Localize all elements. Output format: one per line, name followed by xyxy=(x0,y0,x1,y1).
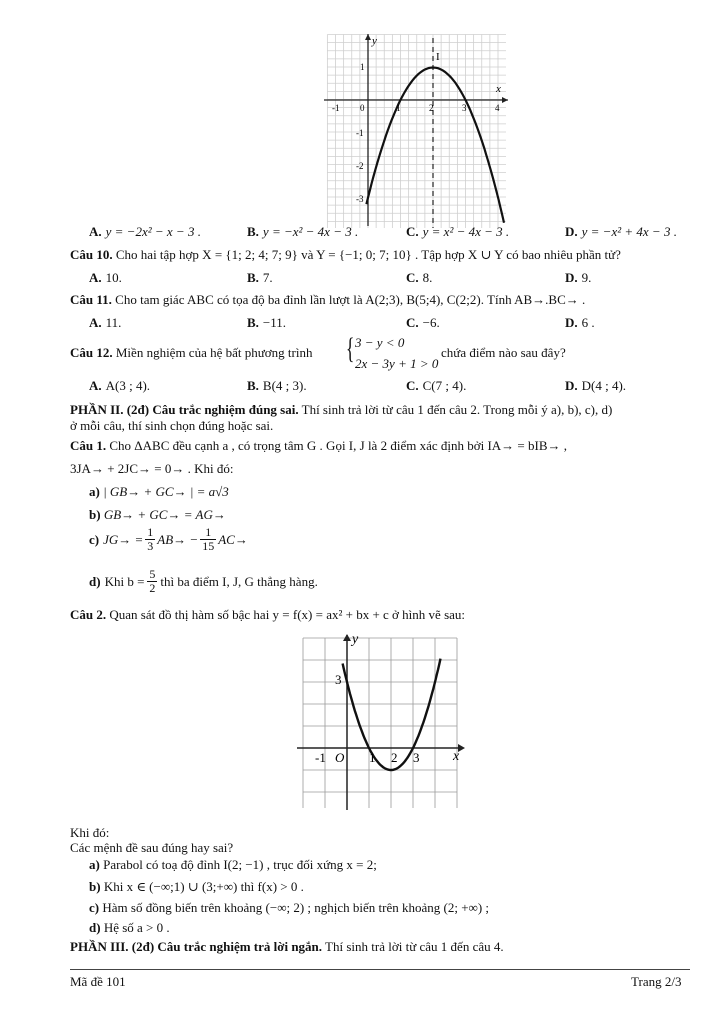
item-label: c) xyxy=(89,900,100,915)
p2q2-item-d[interactable] xyxy=(89,920,170,936)
option-label: D. xyxy=(565,378,578,393)
question-label: Câu 12. xyxy=(70,345,113,360)
q10-option-c[interactable] xyxy=(406,270,432,286)
graph2-y-tick: 3 xyxy=(335,672,342,687)
question-text: Cho tam giác ABC có tọa độ ba đỉnh lần lượt là A(2;3), B(5;4), C(2;2). Tính AB→.BC→ . xyxy=(115,292,586,307)
q11-option-d[interactable] xyxy=(565,315,595,331)
option-text: 9. xyxy=(581,270,592,285)
option-text: y = −x² − 4x − 3 . xyxy=(262,224,359,239)
q9-option-c[interactable] xyxy=(406,224,509,240)
item-text: thì ba điểm I, J, G thẳng hàng. xyxy=(160,573,318,589)
option-text: y = −x² + 4x − 3 . xyxy=(581,224,677,239)
q9-option-a[interactable] xyxy=(89,224,201,240)
q10-option-b[interactable] xyxy=(247,270,273,286)
footer-page-number: Trang 2/3 xyxy=(631,974,682,989)
p2q1-item-b[interactable] xyxy=(89,507,226,523)
q9-option-b[interactable] xyxy=(247,224,358,240)
option-label: D. xyxy=(565,224,578,239)
graph1-tick: -3 xyxy=(356,194,364,204)
item-label: c) xyxy=(89,531,100,547)
graph2-x-tick: -1 xyxy=(315,750,326,765)
graph1-tick: -1 xyxy=(332,103,340,113)
part3-heading: PHẦN III. (2đ) Câu trắc nghiệm trả lời ngắn. xyxy=(70,939,323,954)
option-label: A. xyxy=(89,378,102,393)
graph2-origin: O xyxy=(335,750,345,765)
q12-system-line1: 3 − y < 0 xyxy=(355,335,405,350)
item-label: b) xyxy=(89,507,101,522)
option-text: 11. xyxy=(105,315,122,330)
option-text: 7. xyxy=(262,270,273,285)
item-label: a) xyxy=(89,484,100,499)
item-text: Khi x ∈ (−∞;1) ∪ (3;+∞) thì f(x) > 0 . xyxy=(103,879,304,894)
q12-system-line2: 2x − 3y + 1 > 0 xyxy=(355,356,439,371)
q11-option-c[interactable] xyxy=(406,315,440,331)
item-label: d) xyxy=(89,920,101,935)
p2q2-item-b[interactable] xyxy=(89,879,304,895)
option-label: A. xyxy=(89,224,102,239)
fraction-numerator: 5 xyxy=(149,567,156,581)
graph2-y-label: y xyxy=(352,632,359,647)
option-text: 10. xyxy=(105,270,122,285)
fraction xyxy=(145,526,155,553)
graph1-parabola-curve xyxy=(366,68,504,223)
option-text: y = x² − 4x − 3 . xyxy=(422,224,510,239)
graph1-tick: 4 xyxy=(495,103,500,113)
part2-heading: PHẦN II. (2đ) Câu trắc nghiệm đúng sai. xyxy=(70,402,299,417)
item-label: a) xyxy=(89,857,100,872)
item-text: Parabol có toạ độ đỉnh I(2; −1) , trục đối xứng x = 2; xyxy=(103,857,377,872)
item-text: AC→ xyxy=(218,531,248,547)
graph1-y-arrow xyxy=(365,34,371,40)
p2q2-stem xyxy=(70,607,465,623)
p2q2-ask: Các mệnh đề sau đúng hay sai? xyxy=(70,840,234,855)
graph1-tick: 1 xyxy=(360,62,365,72)
p2q1-item-d[interactable] xyxy=(89,568,318,595)
part2-intro-line2: ở mỗi câu, thí sinh chọn đúng hoặc sai. xyxy=(70,418,274,433)
graph1-x-label: x xyxy=(496,83,501,95)
p2q2-item-a[interactable] xyxy=(89,857,377,873)
graph1-tick: 0 xyxy=(360,103,365,113)
graph-parabola-1 xyxy=(320,30,510,230)
part2-intro xyxy=(70,402,612,418)
option-text: 6 . xyxy=(581,315,595,330)
question-text: Miền nghiệm của hệ bất phương trình xyxy=(115,345,313,360)
fraction-denominator: 3 xyxy=(147,539,154,553)
p2q1-item-a[interactable] xyxy=(89,484,229,500)
q12-brace: { xyxy=(345,332,355,365)
graph2-grid xyxy=(303,638,457,808)
option-text: y = −2x² − x − 3 . xyxy=(105,224,201,239)
p2q1-line1 xyxy=(70,438,567,454)
q9-option-d[interactable] xyxy=(565,224,677,240)
question-text: Cho hai tập hợp X = {1; 2; 4; 7; 9} và Y = {−1; 0; 7; 10} . Tập hợp X ∪ Y có bao nhiêu phần tử? xyxy=(115,247,621,262)
graph1-x-arrow xyxy=(502,97,508,103)
item-label: b) xyxy=(89,879,101,894)
item-text: | GB→ + GC→ | = a√3 xyxy=(103,484,229,499)
q11-option-a[interactable] xyxy=(89,315,121,331)
part3-intro xyxy=(70,939,504,955)
option-text: −6. xyxy=(422,315,440,330)
option-label: C. xyxy=(406,224,419,239)
option-text: −11. xyxy=(262,315,287,330)
graph1-tick: 3 xyxy=(462,103,467,113)
question-text: Cho ΔABC đều cạnh a , có trọng tâm G . Gọi I, J là 2 điểm xác định bởi IA→ = bIB→ , xyxy=(109,438,568,453)
item-label: d) xyxy=(89,573,101,589)
option-text: B(4 ; 3). xyxy=(262,378,307,393)
q12-option-a[interactable] xyxy=(89,378,150,394)
q12-option-b[interactable] xyxy=(247,378,307,394)
graph-parabola-2 xyxy=(295,632,470,812)
graph1-tick: 1 xyxy=(396,103,401,113)
graph2-x-tick: 1 xyxy=(369,750,376,765)
item-text: Hàm số đồng biến trên khoảng (−∞; 2) ; nghịch biến trên khoảng (2; +∞) ; xyxy=(102,900,490,915)
graph1-tick: -1 xyxy=(356,128,364,138)
option-label: C. xyxy=(406,378,419,393)
q11-stem xyxy=(70,292,585,308)
item-text: AB→ − xyxy=(157,531,199,547)
option-label: B. xyxy=(247,270,259,285)
fraction xyxy=(200,526,216,553)
question-label: Câu 1. xyxy=(70,438,107,453)
question-text: Quan sát đồ thị hàm số bậc hai y = f(x) = ax² + bx + c ở hình vẽ sau: xyxy=(109,607,466,622)
question-label: Câu 11. xyxy=(70,292,112,307)
q12-stem-end: chứa điểm nào sau đây? xyxy=(441,345,566,360)
option-label: A. xyxy=(89,315,102,330)
option-text: C(7 ; 4). xyxy=(422,378,467,393)
graph2-x-tick: 3 xyxy=(413,750,420,765)
q10-option-d[interactable] xyxy=(565,270,591,286)
p2q2-then: Khi đó: xyxy=(70,825,110,840)
option-label: C. xyxy=(406,315,419,330)
graph1-tick: -2 xyxy=(356,161,364,171)
option-label: D. xyxy=(565,315,578,330)
fraction-denominator: 2 xyxy=(149,581,156,595)
option-text: D(4 ; 4). xyxy=(581,378,627,393)
item-text: GB→ + GC→ = AG→ xyxy=(103,507,226,522)
fraction-numerator: 1 xyxy=(147,525,154,539)
option-label: B. xyxy=(247,224,259,239)
graph2-y-arrow xyxy=(343,634,351,641)
option-text: 8. xyxy=(422,270,433,285)
option-label: C. xyxy=(406,270,419,285)
item-text: Khi b = xyxy=(104,573,145,589)
q12-option-c[interactable] xyxy=(406,378,466,394)
fraction-denominator: 15 xyxy=(202,539,215,553)
graph2-x-tick: 2 xyxy=(391,750,398,765)
graph1-tick: 2 xyxy=(429,103,434,113)
option-label: D. xyxy=(565,270,578,285)
option-label: A. xyxy=(89,270,102,285)
question-label: Câu 10. xyxy=(70,247,113,262)
option-label: B. xyxy=(247,378,259,393)
q11-option-b[interactable] xyxy=(247,315,286,331)
part2-intro-text: Thí sinh trả lời từ câu 1 đến câu 2. Trong mỗi ý a), b), c), d) xyxy=(298,402,613,417)
part3-intro-text: Thí sinh trả lời từ câu 1 đến câu 4. xyxy=(322,939,504,954)
p2q1-item-c[interactable] xyxy=(89,526,248,553)
item-text: Hệ số a > 0 . xyxy=(103,920,170,935)
option-label: B. xyxy=(247,315,259,330)
p2q2-item-c[interactable] xyxy=(89,900,489,916)
footer-divider xyxy=(70,969,690,970)
fraction xyxy=(147,568,157,595)
q10-stem xyxy=(70,247,621,263)
graph1-y-label: y xyxy=(372,35,377,47)
item-text: JG→ = xyxy=(103,531,144,547)
footer-exam-code: Mã đề 101 xyxy=(70,974,126,989)
fraction-numerator: 1 xyxy=(205,525,212,539)
q12-stem xyxy=(70,345,312,361)
question-label: Câu 2. xyxy=(70,607,107,622)
q10-option-a[interactable] xyxy=(89,270,122,286)
graph2-x-label: x xyxy=(453,749,460,764)
option-text: A(3 ; 4). xyxy=(105,378,151,393)
p2q1-line2: 3JA→ + 2JC→ = 0→ . Khi đó: xyxy=(70,461,234,476)
q12-option-d[interactable] xyxy=(565,378,626,394)
graph1-vertex-label: I xyxy=(436,51,440,63)
